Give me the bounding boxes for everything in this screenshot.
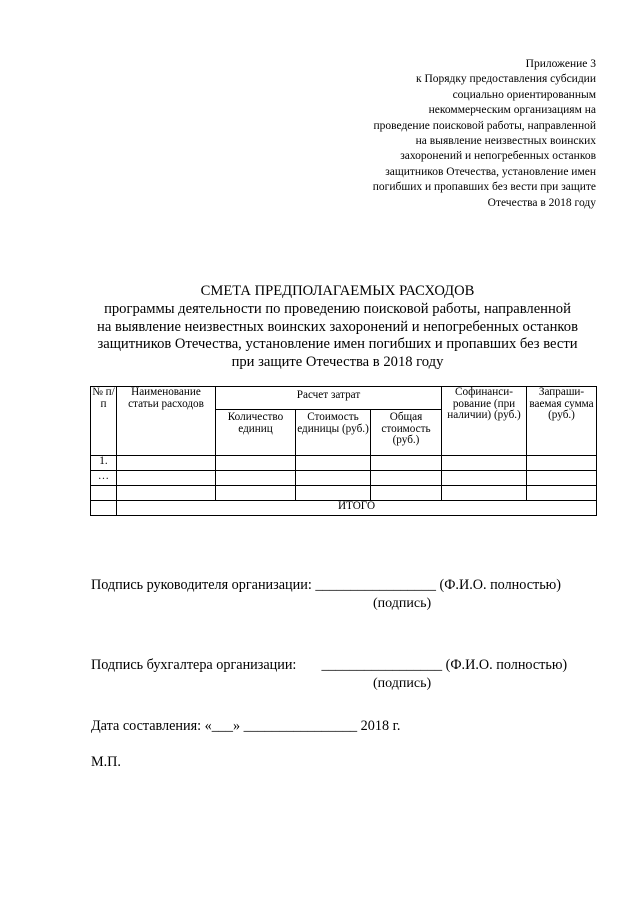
estimate-table: [90, 386, 597, 516]
cell: [527, 456, 597, 471]
appendix-line: погибших и пропавших без вести при защите: [372, 181, 596, 194]
cell: [442, 471, 527, 486]
header-calc: Расчет затрат: [216, 387, 442, 410]
cell: [527, 471, 597, 486]
accountant-signature-sub: (подпись): [373, 676, 432, 691]
cell: [371, 486, 442, 501]
cell: [117, 471, 216, 486]
table-row: [91, 456, 597, 471]
cell: [296, 486, 371, 501]
cell: [216, 486, 296, 501]
appendix-line: проведение поисковой работы, направленной: [373, 119, 596, 132]
header-num: № п/п: [91, 387, 117, 456]
header-unit-cost: Стоимость единицы (руб.): [296, 410, 371, 456]
head-signature-sub: (подпись): [373, 596, 432, 611]
head-signature-blank: _________________: [315, 577, 436, 593]
header-total-cost: Общая стоимость (руб.): [371, 410, 442, 456]
total-label: ИТОГО: [117, 501, 597, 516]
header-name: Наименование статьи расходов: [117, 387, 216, 456]
document-title: [70, 283, 605, 372]
cell: [117, 486, 216, 501]
cell: [216, 471, 296, 486]
accountant-signature-fio: (Ф.И.О. полностью): [445, 657, 568, 673]
stamp-label: М.П.: [91, 754, 121, 770]
appendix-line: захоронений и непогребенных останков: [400, 150, 596, 163]
cell: [527, 486, 597, 501]
header-requested: Запраши-ваемая сумма (руб.): [527, 387, 597, 456]
table-row: [91, 471, 597, 486]
appendix-line: социально ориентированным: [452, 88, 596, 101]
cell: [442, 456, 527, 471]
title-line: при защите Отечества в 2018 году: [231, 354, 444, 371]
cell: [442, 486, 527, 501]
header-qty: Количество единиц: [216, 410, 296, 456]
head-signature-fio: (Ф.И.О. полностью): [439, 577, 561, 593]
row-num: 1.: [91, 456, 117, 471]
title-line: на выявление неизвестных воинских захоронений и непогребенных останков: [97, 318, 578, 335]
cell: [296, 456, 371, 471]
appendix-line: некоммерческим организациям на: [428, 104, 596, 117]
total-row: [91, 501, 597, 516]
row-num: [91, 486, 117, 501]
title-line: защитников Отечества, установление имен погибших и пропавших без вести: [97, 336, 578, 353]
accountant-signature-line: [91, 657, 567, 674]
appendix-line: Приложение 3: [525, 58, 596, 70]
accountant-signature-label: Подпись бухгалтера организации:: [91, 657, 297, 673]
appendix-line: защитников Отечества, установление имен: [385, 165, 596, 178]
title-line: программы деятельности по проведению поисковой работы, направленной: [104, 300, 571, 317]
appendix-line: к Порядку предоставления субсидии: [416, 73, 596, 86]
cell: [296, 471, 371, 486]
title-heading: СМЕТА ПРЕДПОЛАГАЕМЫХ РАСХОДОВ: [200, 283, 475, 299]
cell: [91, 501, 117, 516]
cell: [371, 456, 442, 471]
row-num: …: [91, 471, 117, 486]
cell: [371, 471, 442, 486]
cell: [216, 456, 296, 471]
appendix-header: [316, 57, 596, 211]
header-cofin: Софинанси-рование (при наличии) (руб.): [442, 387, 527, 456]
head-signature-label: Подпись руководителя организации:: [91, 577, 312, 593]
table-row: [91, 486, 597, 501]
date-line: Дата составления: «___» ________________ 2018 г.: [91, 718, 401, 734]
accountant-signature-blank: _________________: [321, 657, 443, 673]
appendix-line: Отечества в 2018 году: [487, 196, 596, 209]
cell: [117, 456, 216, 471]
appendix-line: на выявление неизвестных воинских: [415, 135, 596, 148]
head-signature-line: [91, 577, 561, 594]
